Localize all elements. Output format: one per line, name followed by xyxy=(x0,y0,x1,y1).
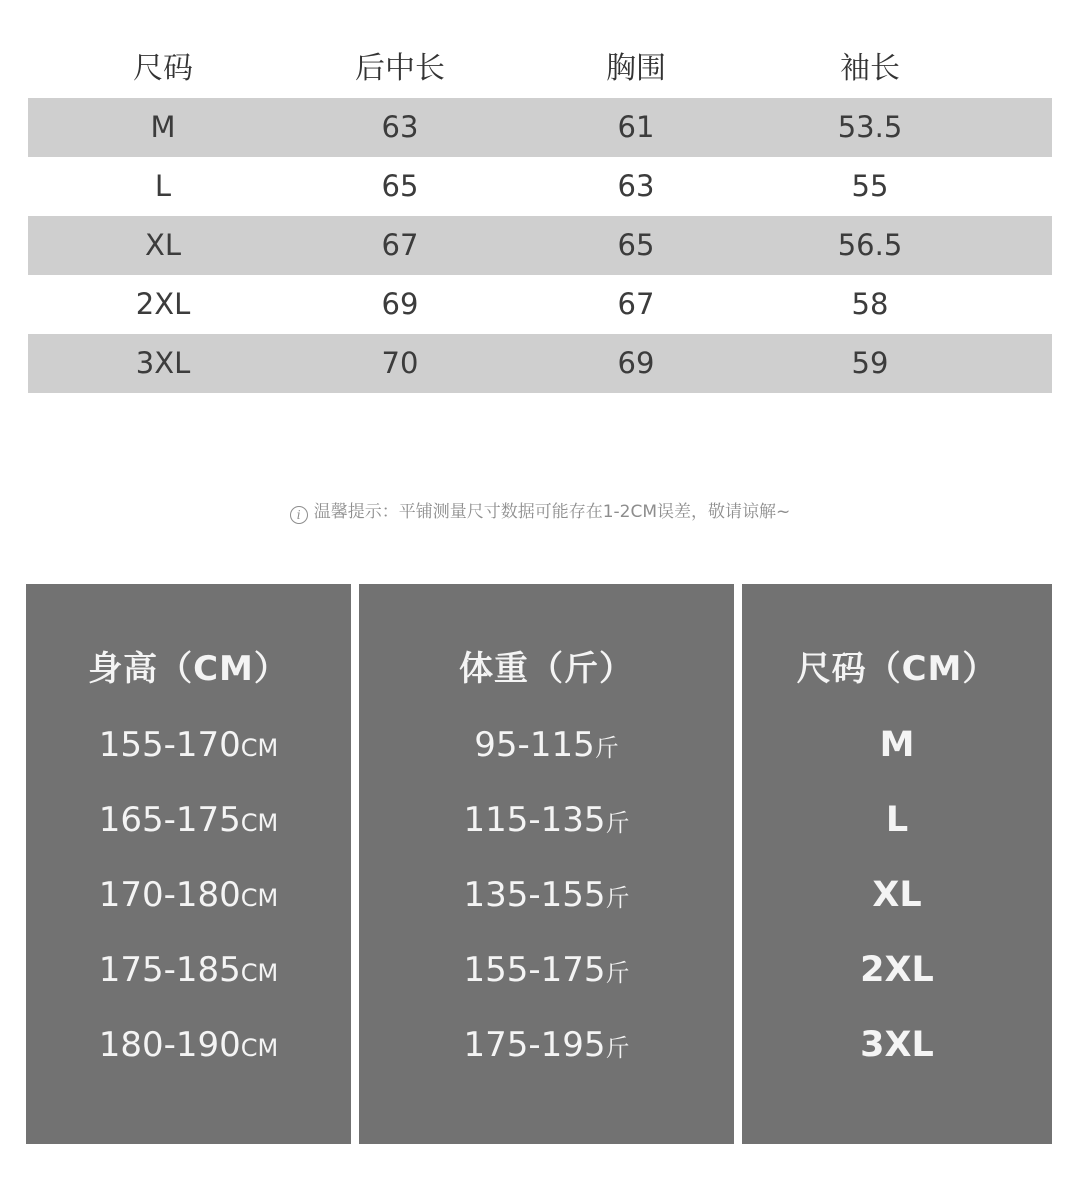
height-range: 165-175CM xyxy=(98,800,279,840)
table-cell: 70 xyxy=(381,346,419,380)
weight-range: 95-115斤 xyxy=(474,725,619,765)
table-header-row xyxy=(28,40,1052,98)
table-cell: 55 xyxy=(851,169,889,203)
size-label: 3XL xyxy=(860,1025,934,1065)
table-cell: L xyxy=(154,169,172,203)
height-panel xyxy=(26,584,351,1144)
table-cell: 53.5 xyxy=(837,110,903,144)
weight-header: 体重（斤） xyxy=(459,649,634,689)
table-cell: 65 xyxy=(617,228,655,262)
weight-range: 135-155斤 xyxy=(463,875,630,915)
table-row xyxy=(28,275,1052,334)
table-cell: 65 xyxy=(381,169,419,203)
header-sleeve: 袖长 xyxy=(840,51,900,86)
size-label: 2XL xyxy=(860,950,934,990)
size-measurement-table xyxy=(28,40,1052,393)
table-cell: 58 xyxy=(851,287,889,321)
size-label: L xyxy=(885,800,909,840)
table-cell: 69 xyxy=(617,346,655,380)
table-row xyxy=(28,216,1052,275)
table-cell: 67 xyxy=(617,287,655,321)
table-cell: 63 xyxy=(617,169,655,203)
table-cell: 61 xyxy=(617,110,655,144)
weight-range: 115-135斤 xyxy=(463,800,630,840)
table-cell: 63 xyxy=(381,110,419,144)
height-range: 180-190CM xyxy=(98,1025,279,1065)
height-range: 175-185CM xyxy=(98,950,279,990)
table-row xyxy=(28,334,1052,393)
weight-range: 155-175斤 xyxy=(463,950,630,990)
info-icon: i xyxy=(290,506,308,524)
table-cell: 56.5 xyxy=(837,228,903,262)
weight-panel xyxy=(359,584,734,1144)
table-cell: 69 xyxy=(381,287,419,321)
size-panel xyxy=(742,584,1052,1144)
table-cell: XL xyxy=(144,228,182,262)
notice-text: 温馨提示：平铺测量尺寸数据可能存在1-2CM误差，敬请谅解~ xyxy=(313,502,791,522)
table-cell: 67 xyxy=(381,228,419,262)
table-cell: M xyxy=(150,110,176,144)
table-cell: 2XL xyxy=(135,287,191,321)
size-label: M xyxy=(879,725,915,765)
height-range: 155-170CM xyxy=(98,725,279,765)
table-row xyxy=(28,98,1052,157)
measurement-notice xyxy=(0,497,1080,524)
table-cell: 3XL xyxy=(135,346,191,380)
table-row xyxy=(28,157,1052,216)
size-header: 尺码（CM） xyxy=(796,649,998,689)
height-header: 身高（CM） xyxy=(88,649,289,689)
table-cell: 59 xyxy=(851,346,889,380)
header-back-length: 后中长 xyxy=(355,51,445,86)
size-label: XL xyxy=(872,875,922,915)
height-range: 170-180CM xyxy=(98,875,279,915)
header-chest: 胸围 xyxy=(606,51,666,86)
weight-range: 175-195斤 xyxy=(463,1025,630,1065)
header-size: 尺码 xyxy=(133,51,193,86)
